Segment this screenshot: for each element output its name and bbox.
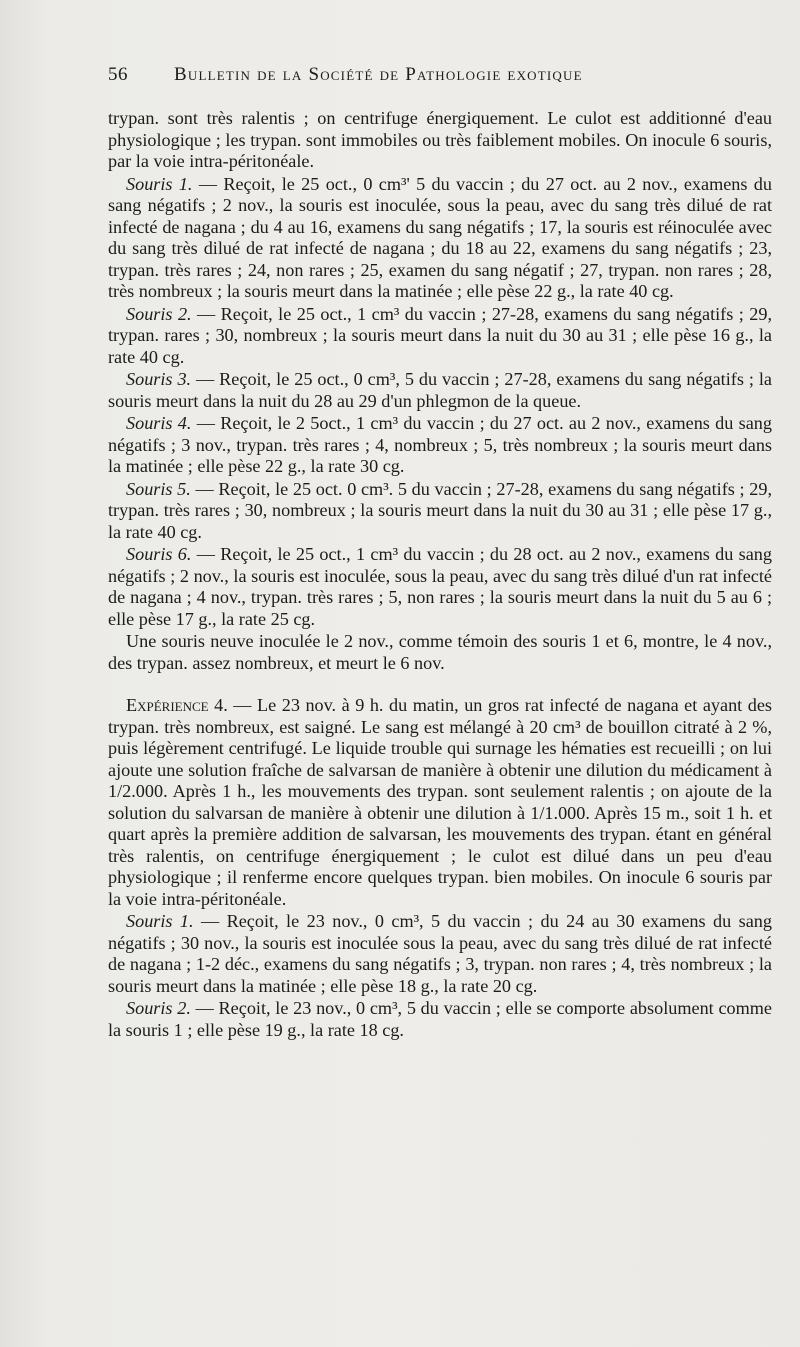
paragraph-souris-1-exp4: Souris 1. — Reçoit, le 23 nov., 0 cm³, 5 du vaccin ; du 24 au 30 examens du sang négatifs ; 30 nov., la souris est inoculée sous la peau, avec du sang très dilué de rat infecté de nagana ; 1-2 déc., examens du sang négatifs ; 3, trypan. non rares ; 4, très nombreux ; la souris meurt dans la matinée ; elle pèse 18 g., la rate 20 cg. [108,911,772,996]
page-header [108,64,772,86]
paragraph-souris-3: Souris 3. — Reçoit, le 25 oct., 0 cm³, 5 du vaccin ; 27-28, examens du sang négatifs ; la souris meurt dans la nuit du 28 au 29 d'un phlegmon de la queue. [108,369,773,411]
paragraph-label: Souris 2. [126,303,192,324]
paragraph-label: Souris 1. [126,173,193,194]
paragraph-label: Souris 2. [126,998,191,1018]
paragraph-souris-2-exp4: Souris 2. — Reçoit, le 23 nov., 0 cm³, 5 du vaccin ; elle se comporte absolument comme la souris 1 ; elle pèse 19 g., la rate 18 cg. [108,998,772,1040]
paragraph-temoin: Une souris neuve inoculée le 2 nov., comme témoin des souris 1 et 6, montre, le 4 nov., des trypan. assez nombreux, et meurt le 6 nov. [108,631,772,673]
paragraph-souris-1: Souris 1. — Reçoit, le 25 oct., 0 cm³' 5 du vaccin ; du 27 oct. au 2 nov., examens du sang négatifs ; 2 nov., la souris est inoculée, sous la peau, avec du sang très dilué de rat infecté de nagana ; du 4 au 16, examens du sang négatifs ; 17, la souris est réinoculée avec du sang très dilué de rat infecté de nagana ; du 18 au 22, examens du sang négatifs ; 23, trypan. très rares ; 24, non rares ; 25, examen du sang négatif ; 27, trypan. non rares ; 28, très nombreux ; la souris meurt dans la matinée ; elle pèse 22 g., la rate 40 cg. [108,173,772,301]
paragraph-souris-5: Souris 5. — Reçoit, le 25 oct. 0 cm³. 5 du vaccin ; 27-28, examens du sang négatifs ; 29, trypan. très rares ; 30, nombreux ; la souris meurt dans la nuit du 30 au 31 ; elle pèse 17 g., la rate 40 cg. [108,478,773,542]
paragraph-souris-2: Souris 2. — Reçoit, le 25 oct., 1 cm³ du vaccin ; 27-28, examens du sang négatifs ; 29, trypan. rares ; 30, nombreux ; la souris meurt dans la nuit du 30 au 31 ; elle pèse 16 g., la rate 40 cg. [108,303,773,367]
article-body [108,108,772,1041]
paragraph-label: Souris 5. [126,478,191,499]
running-title: Bulletin de la Société de Pathologie exotique [174,64,583,85]
paragraph-label: Souris 4. [126,413,192,433]
page-number: 56 [108,64,128,85]
paragraph-label: Expérience 4. [126,695,228,715]
paragraph-souris-6: Souris 6. — Reçoit, le 25 oct., 1 cm³ du vaccin ; du 28 oct. au 2 nov., examens du sang négatifs ; 2 nov., la souris est inoculée, sous la peau, avec du sang très dilué d'un rat infecté de nagana ; 4 nov., trypan. très rares ; 5, non rares ; la souris meurt dans la nuit du 5 au 6 ; elle pèse 17 g., la rate 25 cg. [108,544,772,629]
paragraph-label: Souris 1. [126,911,194,931]
paragraph-experience-4: Expérience 4. — Le 23 nov. à 9 h. du matin, un gros rat infecté de nagana et ayant des trypan. très nombreux, est saigné. Le sang est mélangé à 20 cm³ de bouillon citraté à 2 %, puis légèrement centrifugé. Le liquide trouble qui surnage les hématies est recueilli ; on lui ajoute une solution fraîche de salvarsan de manière à obtenir une dilution du médicament à 1/2.000. Après 1 h., les mouvements des trypan. sont seulement ralentis ; on ajoute de la solution du salvarsan de manière à obtenir une dilution à 1/1.000. Après 15 m., soit 1 h. et quart après la première addition de salvarsan, les mouvements des trypan. étant en général très ralentis, on centrifuge énergiquement ; le culot est dilué dans un peu d'eau physiologique ; il renferme encore quelques trypan. bien mobiles. On inocule 6 souris par la voie intra-péritonéale. [108,695,772,909]
paragraph-souris-4: Souris 4. — Reçoit, le 2 5oct., 1 cm³ du vaccin ; du 27 oct. au 2 nov., examens du sang négatifs ; 3 nov., trypan. très rares ; 4, nombreux ; 5, très nombreux ; la souris meurt dans la matinée ; elle pèse 22 g., la rate 30 cg. [108,413,772,476]
paragraph-continuation: trypan. sont très ralentis ; on centrifuge énergiquement. Le culot est additionné d'eau physiologique ; les trypan. sont immobiles ou très faiblement mobiles. On inocule 6 souris, par la voie intra-péritonéale. [108,108,772,171]
paragraph-label: Souris 3. [126,369,192,389]
paragraph-label: Souris 6. [126,544,192,564]
